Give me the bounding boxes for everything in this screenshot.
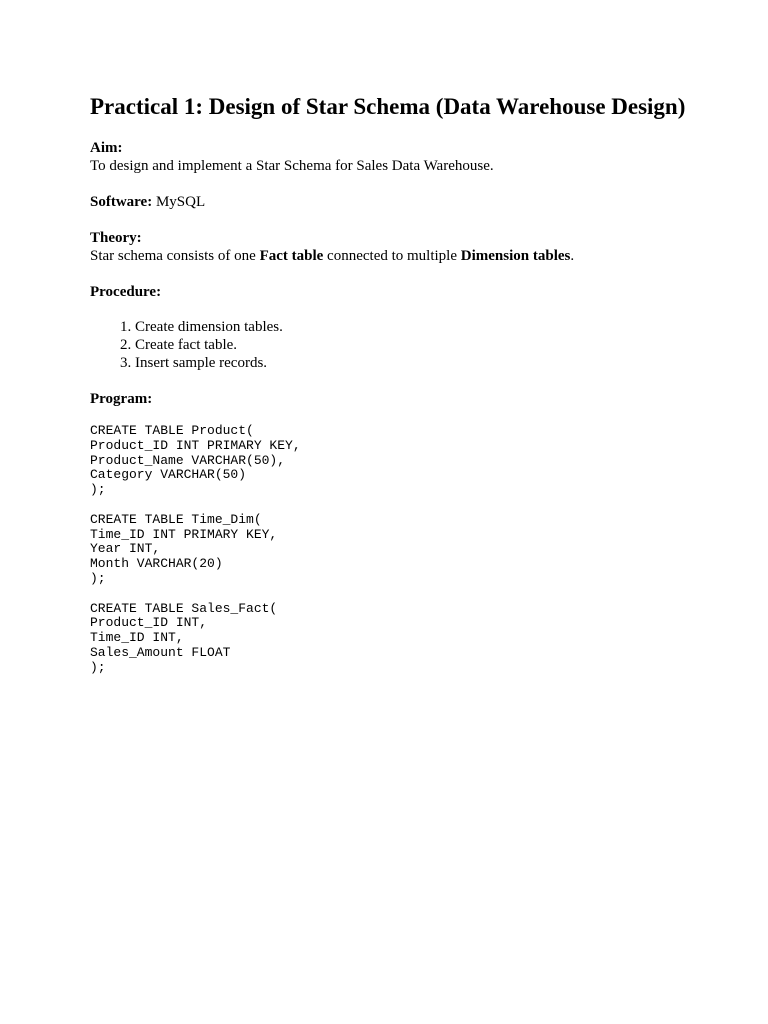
software-label: Software:: [90, 194, 153, 210]
code-line: );: [90, 482, 106, 498]
theory-text: [90, 247, 710, 265]
aim-text: To design and implement a Star Schema for Sales Data Warehouse.: [90, 158, 494, 174]
program-section: [90, 390, 710, 676]
code-block-product: [90, 424, 710, 498]
code-line: );: [90, 659, 106, 675]
list-item: 1. Create dimension tables.: [135, 318, 710, 336]
aim-label: Aim:: [90, 140, 123, 156]
program-label: Program:: [90, 391, 153, 407]
procedure-label: Procedure:: [90, 284, 162, 300]
code-line: Time_ID INT,: [90, 630, 184, 646]
aim-section: [90, 139, 710, 175]
software-section: [90, 193, 710, 211]
document-page: [90, 92, 710, 676]
code-line: );: [90, 570, 106, 586]
code-line: Product_Name VARCHAR(50),: [90, 452, 286, 468]
theory-text-part-3: .: [570, 248, 575, 264]
theory-label: Theory:: [90, 230, 142, 246]
code-line: CREATE TABLE Sales_Fact(: [90, 600, 278, 616]
code-line: Year INT,: [90, 541, 161, 557]
theory-fact-table: Fact table: [259, 248, 324, 264]
code-block-sales-fact: [90, 602, 710, 676]
code-line: Category VARCHAR(50): [90, 467, 247, 483]
code-line: Product_ID INT,: [90, 615, 208, 631]
list-item: 3. Insert sample records.: [135, 354, 710, 372]
theory-dimension-tables: Dimension tables: [460, 248, 571, 264]
theory-section: [90, 229, 710, 265]
code-line: CREATE TABLE Product(: [90, 423, 254, 438]
code-line: Month VARCHAR(20): [90, 556, 223, 572]
code-line: Time_ID INT PRIMARY KEY,: [90, 526, 278, 542]
procedure-section: [90, 283, 710, 372]
procedure-list: [90, 318, 710, 372]
code-line: Product_ID INT PRIMARY KEY,: [90, 437, 301, 453]
page-title: Practical 1: Design of Star Schema (Data Warehouse Design): [90, 94, 686, 119]
list-item: 2. Create fact table.: [135, 336, 710, 354]
code-line: Sales_Amount FLOAT: [90, 644, 231, 660]
code-block-time-dim: [90, 513, 710, 587]
code-line: CREATE TABLE Time_Dim(: [90, 511, 262, 527]
software-value: MySQL: [155, 194, 206, 210]
theory-text-part-1: Star schema consists of one: [90, 248, 260, 264]
theory-text-part-2: connected to multiple: [323, 248, 461, 264]
